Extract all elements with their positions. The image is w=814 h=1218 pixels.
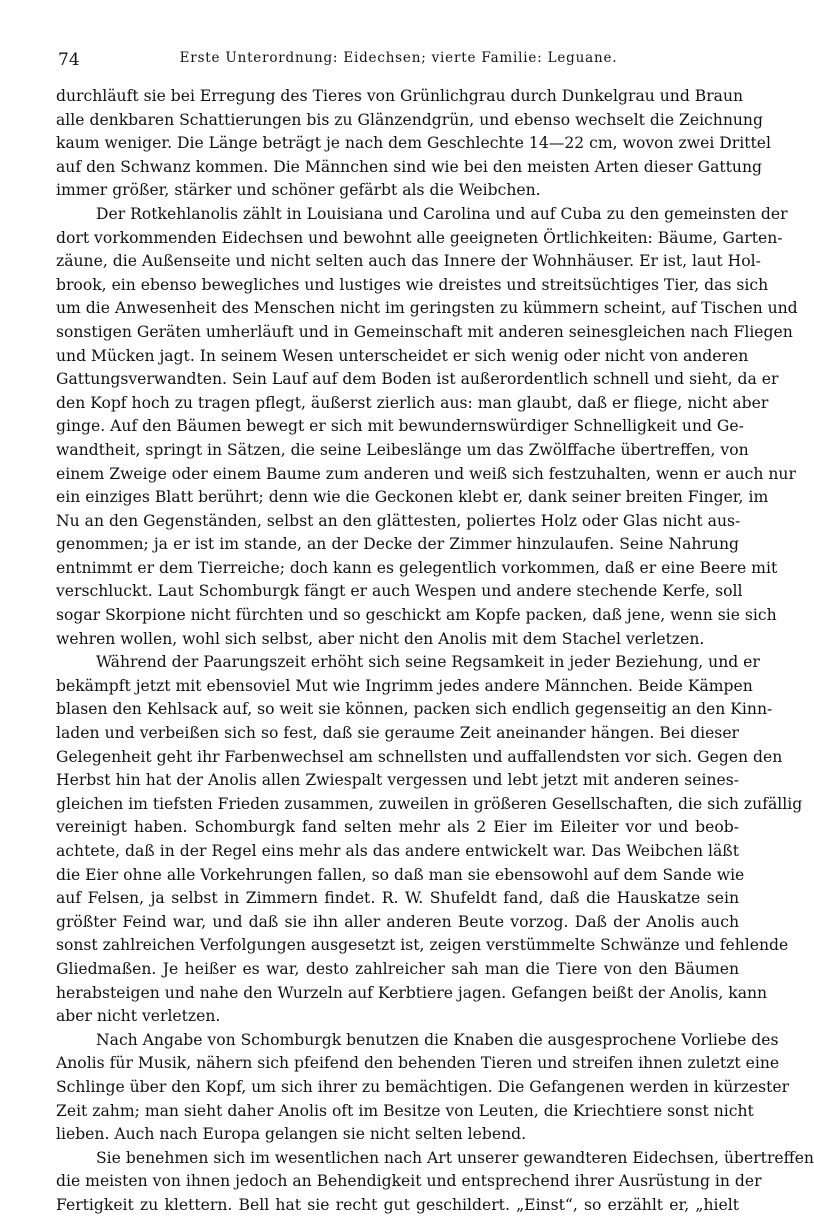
text-line: Nach Angabe von Schomburgk benutzen die Knaben die ausgesprochene Vorliebe des	[96, 1030, 779, 1049]
text-line: kaum weniger. Die Länge beträgt je nach dem Geschlechte 14—22 cm, wovon zwei Drittel	[56, 134, 771, 153]
text-line: vereinigt haben. Schomburgk fand selten mehr als 2 Eier im Eileiter vor und beob-	[56, 818, 739, 837]
text-line: Fertigkeit zu klettern. Bell hat sie recht gut geschildert. „Einst“, so erzählt er, „hielt	[56, 1195, 739, 1214]
text-line: Gattungsverwandten. Sein Lauf auf dem Boden ist außerordentlich schnell und sieht, da er	[56, 370, 779, 389]
text-line: sonst zahlreichen Verfolgungen ausgesetzt ist, zeigen verstümmelte Schwänze und fehlende	[56, 936, 789, 955]
text-line: und Mücken jagt. In seinem Wesen unterscheidet er sich wenig oder nicht von anderen	[56, 346, 749, 365]
text-line: bekämpft jetzt mit ebensoviel Mut wie Ingrimm jedes andere Männchen. Beide Kämpen	[56, 676, 753, 695]
text-line: Nu an den Gegenständen, selbst an den glättesten, poliertes Holz oder Glas nicht aus-	[56, 511, 741, 530]
text-line: Herbst hin hat der Anolis allen Zwiespalt vergessen und lebt jetzt mit anderen seines-	[56, 771, 739, 790]
text-line: wandtheit, springt in Sätzen, die seine Leibeslänge um das Zwölffache übertreffen, von	[56, 440, 749, 459]
text-line: Sie benehmen sich im wesentlichen nach Art unserer gewandteren Eidechsen, übertreffen	[96, 1148, 814, 1167]
text-line: sogar Skorpione nicht fürchten und so geschickt am Kopfe packen, daß jene, wenn sie sich	[56, 606, 777, 625]
text-line: größter Feind war, und daß sie ihn aller anderen Beute vorzog. Daß der Anolis auch	[56, 912, 739, 931]
text-line: verschluckt. Laut Schomburgk fängt er auch Wespen und andere stechende Kerfe, soll	[56, 582, 743, 601]
text-line: achtete, daß in der Regel eins mehr als das andere entwickelt war. Das Weibchen läßt	[56, 842, 739, 860]
text-line: ginge. Auf den Bäumen bewegt er sich mit bewundernswürdiger Schnelligkeit und Ge-	[56, 417, 744, 436]
text-line: alle denkbaren Schattierungen bis zu Glänzendgrün, und ebenso wechselt die Zeichnung	[56, 110, 763, 129]
text-line: gleichen im tiefsten Frieden zusammen, zuweilen in größeren Gesellschaften, die sich zufällig	[56, 794, 803, 813]
text-line: sonstigen Geräten umherläuft und in Gemeinschaft mit anderen seinesgleichen nach Fliegen	[56, 322, 793, 341]
text-line: Während der Paarungszeit erhöht sich seine Regsamkeit in jeder Beziehung, und er	[96, 653, 760, 672]
text-line: auf Felsen, ja selbst in Zimmern findet. R. W. Shufeldt fand, daß die Hauskatze sein	[56, 889, 739, 908]
text-line: die meisten von ihnen jedoch an Behendigkeit und entsprechend ihrer Ausrüstung in der	[56, 1172, 762, 1191]
text-line: immer größer, stärker und schöner gefärbt als die Weibchen.	[56, 181, 541, 200]
page-number: 74	[58, 50, 80, 70]
text-line: Schlinge über den Kopf, um sich ihrer zu bemächtigen. Die Gefangenen werden in kürzester	[56, 1077, 790, 1096]
text-line: dort vorkommenden Eidechsen und bewohnt alle geeigneten Örtlichkeiten: Bäume, Garten-	[56, 228, 783, 247]
body-text	[56, 85, 814, 1218]
text-line: ein einziges Blatt berührt; denn wie die Geckonen klebt er, dank seiner breiten Finger, im	[56, 488, 769, 507]
text-line: wehren wollen, wohl sich selbst, aber nicht den Anolis mit dem Stachel verletzen.	[56, 629, 705, 648]
text-line: durchläuft sie bei Erregung des Tieres von Grünlichgrau durch Dunkelgrau und Braun	[56, 87, 744, 105]
text-line: entnimmt er dem Tierreiche; doch kann es gelegentlich vorkommen, daß er eine Beere mit	[56, 558, 778, 577]
text-line: zäune, die Außenseite und nicht selten auch das Innere der Wohnhäuser. Er ist, laut Hol-	[56, 252, 761, 271]
text-line: laden und verbeißen sich so fest, daß sie geraume Zeit aneinander hängen. Bei dieser	[56, 724, 739, 743]
text-line: einem Zweige oder einem Baume zum anderen und weiß sich festzuhalten, wenn er auch nur	[56, 464, 796, 483]
text-line: um die Anwesenheit des Menschen nicht im geringsten zu kümmern scheint, auf Tischen und	[56, 299, 798, 318]
running-title: Erste Unterordnung: Eidechsen; vierte Familie: Leguane.	[179, 50, 618, 66]
page-header	[52, 46, 745, 70]
text-line: Gliedmaßen. Je heißer es war, desto zahlreicher sah man die Tiere von den Bäumen	[56, 959, 739, 978]
text-line: Anolis für Musik, nähern sich pfeifend den behenden Tieren und streifen ihnen zuletzt eine	[56, 1054, 780, 1073]
text-line: Gelegenheit geht ihr Farbenwechsel am schnellsten und auffallendsten vor sich. Gegen den	[56, 747, 783, 766]
text-line: lieben. Auch nach Europa gelangen sie nicht selten lebend.	[56, 1125, 527, 1144]
text-line: die Eier ohne alle Vorkehrungen fallen, so daß man sie ebensowohl auf dem Sande wie	[56, 865, 745, 884]
text-line: herabsteigen und nahe den Wurzeln auf Kerbtiere jagen. Gefangen beißt der Anolis, kann	[56, 983, 768, 1002]
text-line: aber nicht verletzen.	[56, 1007, 221, 1026]
text-line: blasen den Kehlsack auf, so weit sie können, packen sich endlich gegenseitig an den Kinn-	[56, 700, 773, 719]
text-line: Der Rotkehlanolis zählt in Louisiana und Carolina und auf Cuba zu den gemeinsten der	[96, 204, 788, 223]
text-line: genommen; ja er ist im stande, an der Decke der Zimmer hinzulaufen. Seine Nahrung	[56, 535, 739, 554]
text-line: auf den Schwanz kommen. Die Männchen sind wie bei den meisten Arten dieser Gattung	[56, 157, 762, 176]
text-line: brook, ein ebenso bewegliches und lustiges wie dreistes und streitsüchtiges Tier, das sich	[56, 275, 769, 294]
text-line: Zeit zahm; man sieht daher Anolis oft im Besitze von Leuten, die Kriechtiere sonst nicht	[56, 1101, 754, 1120]
text-line: den Kopf hoch zu tragen pflegt, äußerst zierlich aus: man glaubt, daß er fliege, nicht aber	[56, 393, 769, 412]
